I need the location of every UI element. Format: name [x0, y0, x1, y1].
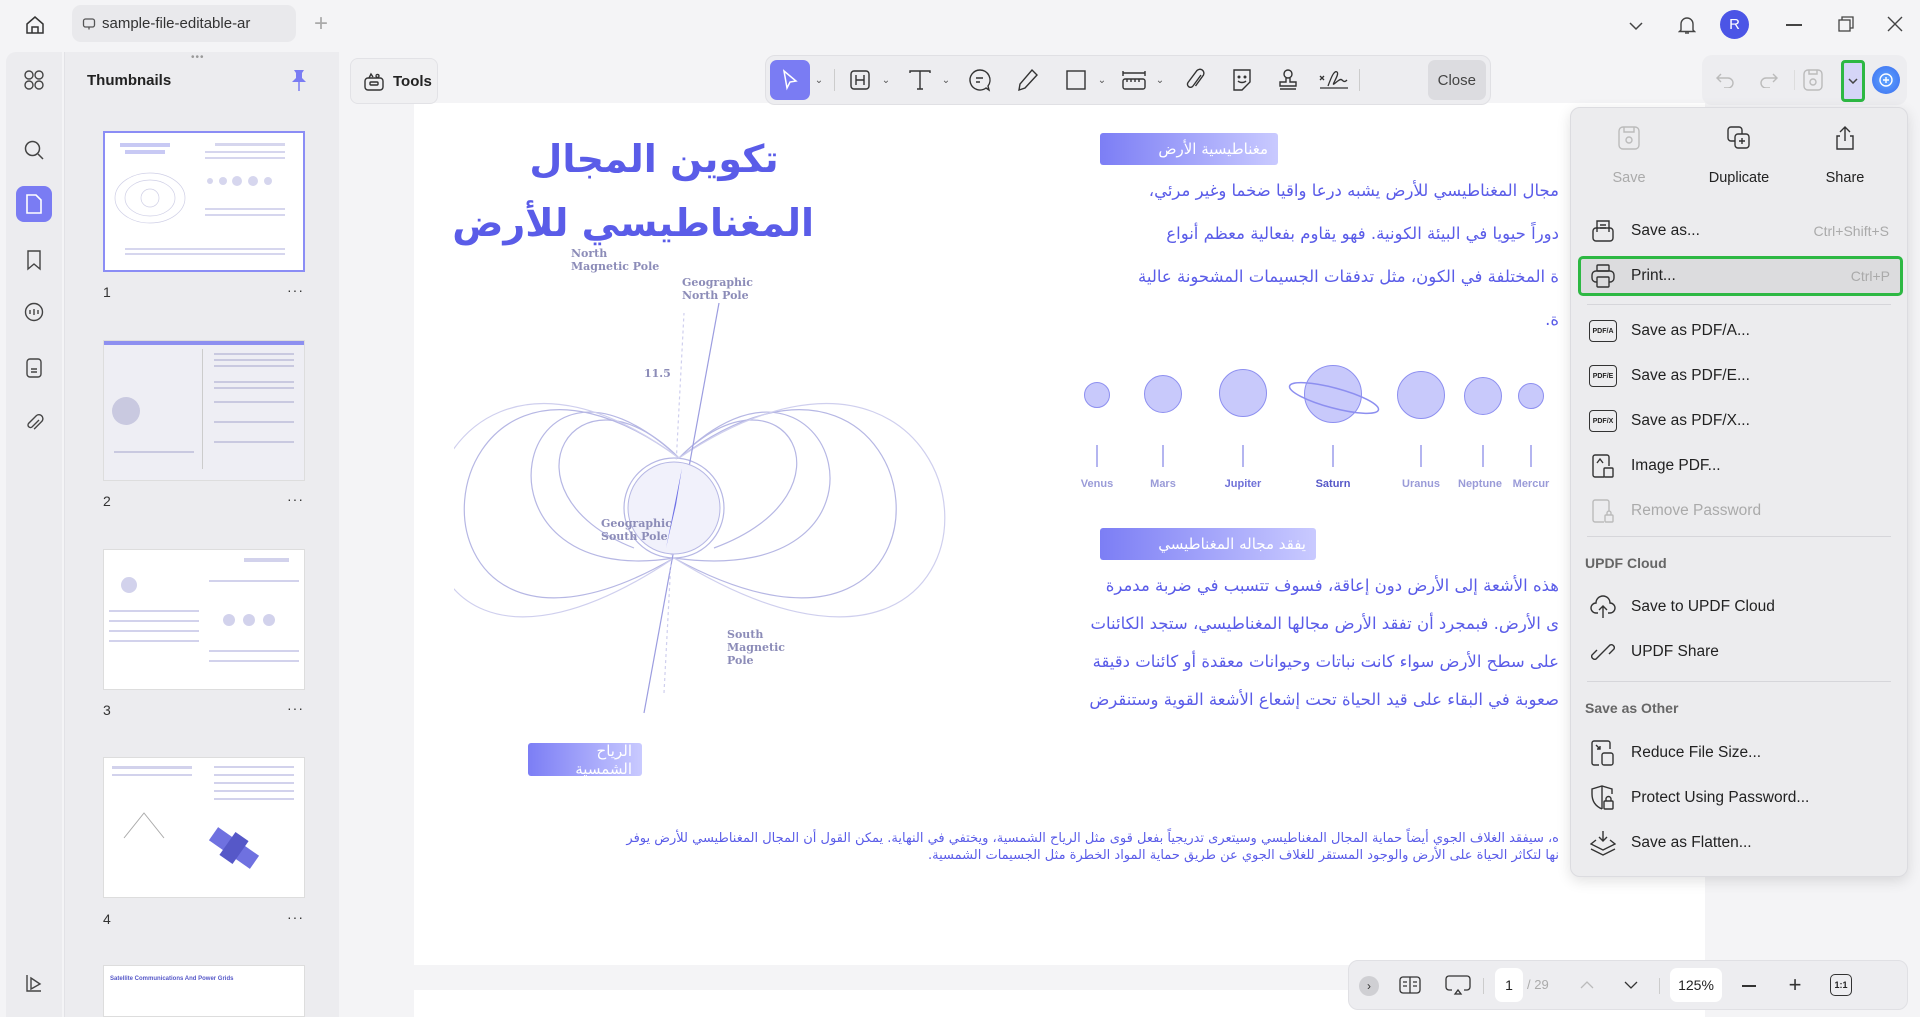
menu-item-label: Image PDF...: [1631, 457, 1721, 474]
paragraph-line: على سطح الأرض سواء كانت نباتات وحيوانات معقدة أو كائنات دقيقة: [1092, 652, 1559, 671]
attachment-icon[interactable]: [16, 405, 52, 441]
annotation-toolbar: [765, 55, 1491, 105]
section-heading: يفقد مجاله المغناطيسي: [1100, 528, 1316, 560]
signature-tool-button[interactable]: [1317, 60, 1351, 100]
restore-icon[interactable]: [1838, 16, 1854, 32]
paragraph-line: دوراً حيويا في البيئة الكونية. فهو يقاوم بفعالية معظم أنواع: [1166, 224, 1559, 243]
chevron-down-icon[interactable]: ⌄: [941, 74, 951, 86]
thumbnail-more-icon[interactable]: ···: [287, 909, 304, 925]
next-page-icon[interactable]: [1619, 974, 1643, 996]
text-tool-button[interactable]: [903, 60, 937, 100]
zoom-in-icon[interactable]: +: [1788, 972, 1802, 997]
pin-icon[interactable]: [291, 69, 307, 93]
tools-button[interactable]: [350, 58, 438, 104]
planet-mars: [1144, 375, 1182, 413]
printer-icon: [1589, 262, 1617, 290]
planet-uranus: [1397, 371, 1445, 419]
planet-mercury: [1518, 383, 1544, 409]
file-actions-toolbar: [1702, 55, 1907, 105]
select-tool-button[interactable]: [770, 60, 810, 100]
panel-resize-handle[interactable]: •••: [191, 52, 205, 63]
zoom-out-icon[interactable]: [1742, 985, 1756, 987]
thumbnail-page-number: 2: [103, 493, 111, 509]
compress-icon: [1589, 739, 1617, 767]
thumbnail-page-5[interactable]: [103, 965, 305, 1017]
new-tab-plus-icon[interactable]: +: [314, 10, 329, 37]
paragraph-line: صعوبة في البقاء على قيد الحياة تحت إشعاع الأشعة القوية وستنقرض: [1089, 690, 1559, 709]
label-line: Pole: [727, 654, 754, 667]
chevron-down-icon[interactable]: ⌄: [814, 74, 824, 86]
menu-item-updf-share[interactable]: [1583, 633, 1899, 671]
title-bar: [0, 0, 1920, 50]
document-title: [452, 127, 814, 255]
pdfe-icon: PDF/E: [1589, 365, 1617, 387]
menu-item-label: Save to UPDF Cloud: [1631, 598, 1775, 615]
link-icon: [1589, 638, 1617, 666]
paragraph-line: ى الأرض. فبمجرد أن تفقد الأرض مجالها المغناطيسي، ستجد الكائنات: [1090, 614, 1559, 633]
paragraph-1: [974, 173, 1559, 343]
pencil-tool-button[interactable]: [1011, 60, 1045, 100]
flatten-layers-icon: [1589, 829, 1617, 857]
thumbnails-panel: [64, 52, 339, 1017]
planet-label: Uranus: [1402, 478, 1440, 490]
redo-icon[interactable]: [1756, 67, 1782, 93]
shortcut-label: Ctrl+Shift+S: [1813, 223, 1889, 239]
thumbnail-page-1[interactable]: [103, 131, 305, 272]
actual-size-button[interactable]: 1:1: [1830, 974, 1852, 996]
layers-icon[interactable]: [16, 965, 52, 1001]
paragraph-2: [974, 571, 1559, 731]
menu-item-label: UPDF Share: [1631, 643, 1719, 660]
menu-duplicate-button[interactable]: [1689, 118, 1789, 186]
tilt-angle-label: 11.5: [644, 367, 671, 380]
menu-item-label: Reduce File Size...: [1631, 744, 1762, 761]
menu-share-button[interactable]: [1795, 118, 1895, 186]
shortcut-label: Ctrl+P: [1850, 268, 1890, 284]
presentation-icon[interactable]: [1443, 973, 1473, 997]
label-line: Geographic: [601, 517, 672, 530]
menu-item-save-flatten[interactable]: [1583, 824, 1899, 862]
menu-item-save-pdfa[interactable]: [1583, 312, 1899, 350]
tools-label: Tools: [393, 72, 432, 90]
label-line: North: [571, 247, 608, 260]
north-magnetic-pole-label: [571, 247, 659, 273]
undo-icon[interactable]: [1712, 67, 1738, 93]
paragraph-line: هذه الأشعة إلى الأرض دون إعاقة، فسوف تتسبب في ضربة مدمرة: [1105, 576, 1559, 595]
thumbnail-title: Satellite Communications And Power Grids: [110, 976, 234, 982]
monitor-icon: [82, 17, 96, 31]
duplicate-icon: [1689, 118, 1789, 158]
label-line: South Pole: [601, 530, 668, 543]
title-line: تكوين المجال: [529, 137, 779, 181]
chevron-down-icon[interactable]: ⌄: [881, 74, 891, 86]
pdfa-icon: PDF/A: [1589, 320, 1617, 342]
expand-chevron-icon[interactable]: ›: [1359, 976, 1379, 996]
menu-item-print[interactable]: [1578, 256, 1903, 296]
geographic-south-pole-label: [601, 517, 672, 543]
minimize-icon[interactable]: [1786, 24, 1802, 26]
label-line: Magnetic Pole: [571, 260, 660, 273]
thumbnail-page-3[interactable]: [103, 549, 305, 690]
image-pdf-icon: [1589, 452, 1617, 480]
paragraph-line: نها لتكاثر الحياة على الأرض والوجود المستقر للغلاف الجوي عن طريق حماية المواد الخطرة مثل الجسيمات الشمسية.: [928, 848, 1559, 863]
menu-item-label: Protect Using Password...: [1631, 789, 1810, 806]
menu-item-label: Save as Flatten...: [1631, 834, 1752, 851]
paragraph-3: [524, 830, 1559, 864]
menu-item-label: Remove Password: [1631, 502, 1762, 519]
chevron-down-icon[interactable]: ⌄: [1097, 74, 1107, 86]
save-icon[interactable]: [1800, 67, 1826, 93]
menu-item-save-as[interactable]: [1583, 212, 1899, 250]
pdfx-icon: PDF/X: [1589, 410, 1617, 432]
measure-tool-button[interactable]: [1117, 60, 1151, 100]
comment-tool-button[interactable]: [963, 60, 997, 100]
planet-jupiter: [1219, 369, 1267, 417]
menu-item-remove-password[interactable]: [1583, 492, 1899, 530]
label-line: Geographic: [682, 276, 753, 289]
previous-page-icon[interactable]: [1575, 974, 1599, 996]
current-page-input[interactable]: 1: [1495, 968, 1523, 1002]
menu-item-label: Save as...: [1631, 222, 1700, 239]
shield-lock-icon: [1589, 784, 1617, 812]
planet-label: Mars: [1150, 478, 1176, 490]
section-heading: مغناطيسية الأرض: [1100, 133, 1278, 165]
save-options-menu: [1570, 107, 1908, 877]
south-magnetic-pole-label: [727, 628, 785, 667]
menu-item-reduce-file-size[interactable]: [1583, 734, 1899, 772]
tab-title: sample-file-editable-ar: [102, 15, 251, 32]
thumbnail-more-icon[interactable]: ···: [287, 491, 304, 507]
comment-icon[interactable]: [16, 295, 52, 331]
save-options-dropdown-button[interactable]: [1841, 60, 1865, 102]
sticker-tool-button[interactable]: [1225, 60, 1259, 100]
planet-label: Saturn: [1315, 478, 1351, 490]
thumbnail-more-icon[interactable]: ···: [287, 282, 304, 298]
menu-section-header: UPDF Cloud: [1585, 555, 1667, 571]
planets-row: [1054, 333, 1554, 503]
thumbnail-page-number: 1: [103, 284, 111, 300]
duplicate-label: Duplicate: [1708, 170, 1770, 186]
menu-section-header: Save as Other: [1585, 700, 1679, 716]
search-icon[interactable]: [16, 132, 52, 168]
menu-item-save-pdfx[interactable]: [1583, 402, 1899, 440]
title-line: المغناطيسي للأرض: [452, 201, 814, 245]
share-label: Share: [1825, 170, 1865, 186]
menu-item-image-pdf[interactable]: [1583, 447, 1899, 485]
total-pages-label: / 29: [1527, 977, 1549, 992]
document-page: [414, 103, 1705, 965]
paragraph-line: مجال المغناطيسي للأرض يشبه درعا واقيا ضخما وغير مرئي،: [1148, 181, 1559, 200]
save-icon: [1579, 118, 1679, 158]
panel-title: Thumbnails: [87, 72, 172, 89]
close-window-icon[interactable]: [1887, 16, 1903, 32]
menu-item-label: Save as PDF/A...: [1631, 322, 1750, 339]
planet-label: Mercur: [1512, 478, 1550, 490]
menu-item-save-to-cloud[interactable]: [1583, 588, 1899, 626]
menu-item-save-pdfe[interactable]: [1583, 357, 1899, 395]
thumbnail-more-icon[interactable]: ···: [287, 700, 304, 716]
label-line: South: [727, 628, 764, 641]
bookmark-icon[interactable]: [16, 242, 52, 278]
chevron-down-icon[interactable]: [1624, 14, 1648, 38]
form-page-icon[interactable]: [16, 350, 52, 386]
thumbnail-page-2[interactable]: [103, 340, 305, 481]
thumbnail-page-number: 4: [103, 911, 111, 927]
menu-save-button[interactable]: [1579, 118, 1679, 186]
planet-label: Neptune: [1458, 478, 1502, 490]
home-icon[interactable]: [18, 8, 52, 42]
geographic-north-pole-label: [682, 276, 753, 302]
thumbnail-page-4[interactable]: [103, 757, 305, 898]
thumbnail-page-number: 3: [103, 702, 111, 718]
planet-venus: [1084, 382, 1110, 408]
menu-item-label: Save as PDF/E...: [1631, 367, 1750, 384]
toolbox-icon: [363, 71, 385, 91]
label-line: North Pole: [682, 289, 749, 302]
zoom-level-input[interactable]: 125%: [1670, 968, 1722, 1002]
close-toolbar-button[interactable]: Close: [1428, 60, 1486, 100]
section-heading: الرياح الشمسية: [528, 743, 642, 776]
stamp-tool-button[interactable]: [1271, 60, 1305, 100]
paragraph-line: ة المختلفة في الكون، مثل تدفقات الجسيمات المشحونة عالية: [1138, 267, 1559, 286]
save-as-icon: [1589, 217, 1617, 245]
highlight-tool-button[interactable]: [843, 60, 877, 100]
attach-tool-button[interactable]: [1179, 60, 1213, 100]
document-tab[interactable]: [72, 5, 296, 42]
label-line: Magnetic: [727, 641, 785, 654]
bell-icon[interactable]: [1674, 12, 1700, 38]
page-navigation-bar: [1348, 960, 1908, 1010]
planet-label: Venus: [1080, 478, 1114, 490]
planet-neptune: [1464, 377, 1502, 415]
menu-item-label: Save as PDF/X...: [1631, 412, 1750, 429]
left-icon-rail: [6, 52, 62, 1017]
save-label: Save: [1612, 170, 1646, 186]
chevron-down-icon[interactable]: ⌄: [1155, 74, 1165, 86]
user-avatar[interactable]: R: [1720, 10, 1749, 39]
paragraph-line: ه، سيفقد الغلاف الجوي أيضاً حماية المجال المغناطيسي وسيتعرى تدريجياً بفعل قوى مثل الرياح الشمسية، ويختفي في النهاية. يمكن القول أن المجال المغناطيسي للأرض يوفر: [626, 831, 1559, 846]
menu-item-protect-password[interactable]: [1583, 779, 1899, 817]
remove-password-icon: [1589, 497, 1617, 525]
cloud-upload-icon: [1589, 593, 1617, 621]
grid-apps-icon[interactable]: [16, 62, 52, 98]
shape-tool-button[interactable]: [1059, 60, 1093, 100]
share-icon: [1795, 118, 1895, 158]
paragraph-line: ة.: [1545, 310, 1559, 329]
ai-assistant-icon[interactable]: [1872, 66, 1900, 94]
planet-label: Jupiter: [1224, 478, 1262, 490]
menu-item-label: Print...: [1631, 267, 1676, 284]
page-layout-icon[interactable]: [1397, 973, 1423, 997]
saturn-ring: [1284, 381, 1384, 415]
thumbnails-page-icon[interactable]: [16, 186, 52, 222]
